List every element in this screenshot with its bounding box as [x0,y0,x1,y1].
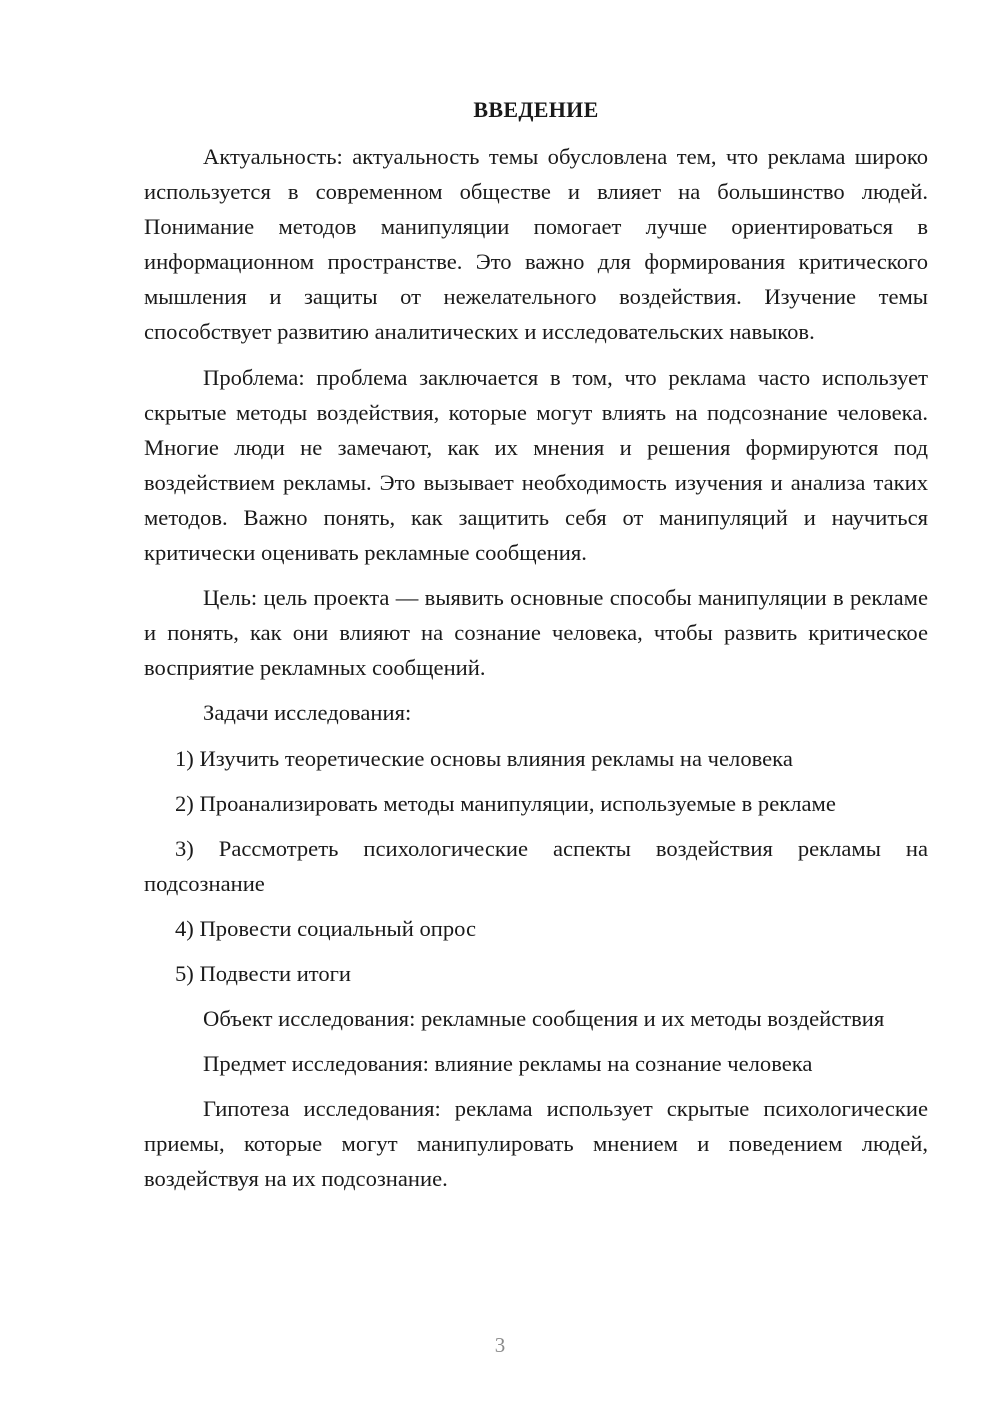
task-item-3: 3) Рассмотреть психологические аспекты воздействия рекламы на подсознание [144,835,928,896]
subject-paragraph: Предмет исследования: влияние рекламы на сознание человека [203,1051,813,1077]
object-paragraph: Объект исследования: рекламные сообщения и их методы воздействия [203,1006,885,1032]
task-item-5: 5) Подвести итоги [175,960,352,986]
problem-paragraph: Проблема: проблема заключается в том, что реклама часто использует скрытые методы воздействия, которые могут влиять на подсознание человека. Многие люди не замечают, как их мнения и решения формируются под воздействием рекламы. Это вызывает необходимость изучения и анализа таких методов. Важно понять, как защитить себя от манипуляций и научиться критически оценивать рекламные сообщения. [144,364,928,566]
task-item-1: 1) Изучить теоретические основы влияния рекламы на человека [175,745,793,771]
goal-paragraph: Цель: цель проекта — выявить основные способы манипуляции в рекламе и понять, как они влияют на сознание человека, чтобы развить критическое восприятие рекламных сообщений. [144,585,928,681]
relevance-paragraph: Актуальность: актуальность темы обусловлена тем, что реклама широко используется в современном обществе и влияет на большинство людей. Понимание методов манипуляции помогает лучше ориентироваться в информационном пространстве. Это важно для формирования критического мышления и защиты от нежелательного воздействия. Изучение темы способствует развитию аналитических и исследовательских навыков. [144,144,928,345]
tasks-heading: Задачи исследования: [203,700,412,726]
hypothesis-paragraph: Гипотеза исследования: реклама использует скрытые психологические приемы, которые могут манипулировать мнением и поведением людей, воздействуя на их подсознание. [144,1096,928,1192]
page-number: 3 [494,1333,506,1357]
task-item-2: 2) Проанализировать методы манипуляции, используемые в рекламе [175,790,836,816]
section-title: ВВЕДЕНИЕ [473,97,599,122]
page-content [144,92,928,1197]
task-item-4: 4) Провести социальный опрос [175,915,477,941]
